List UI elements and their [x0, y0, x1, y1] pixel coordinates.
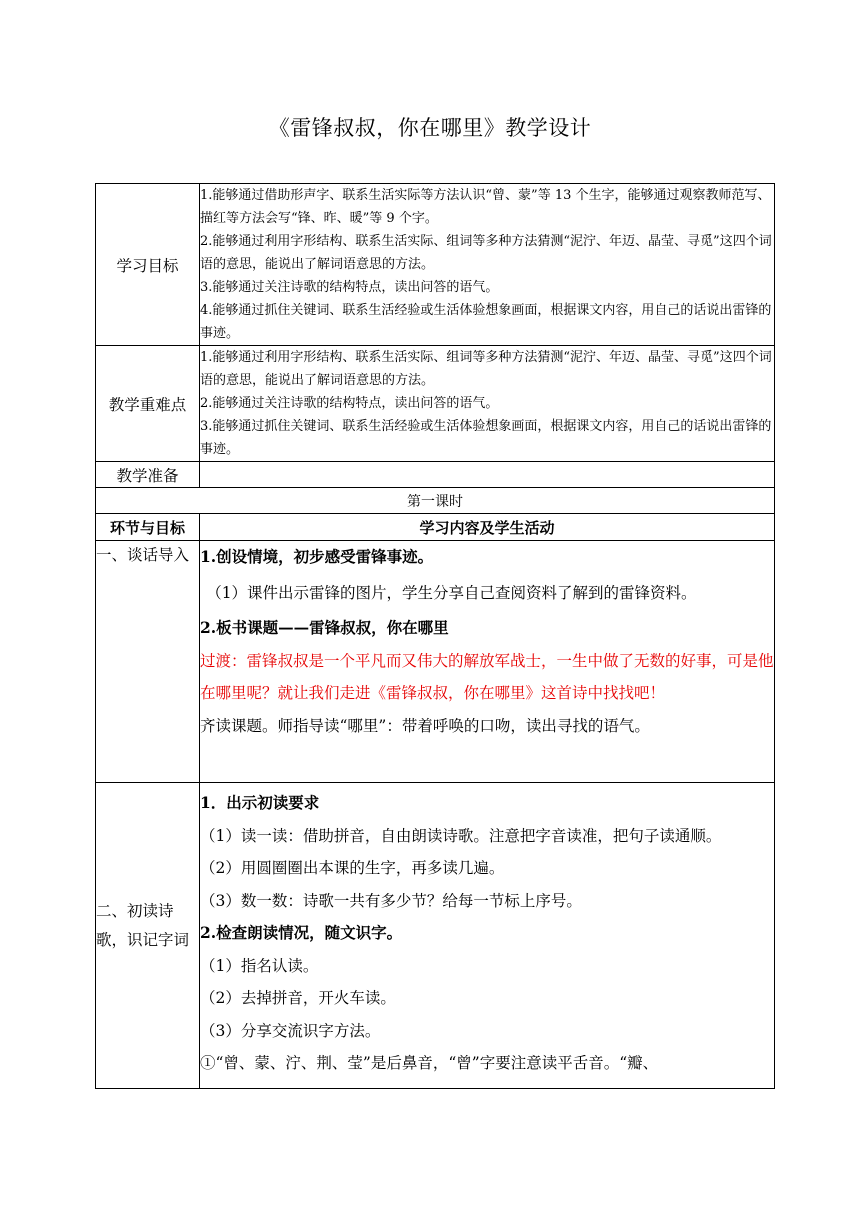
column-header-left: 环节与目标: [96, 514, 200, 541]
step1-item1: （1）课件出示雷锋的图片，学生分享自己查阅资料了解到的雷锋资料。: [206, 583, 697, 602]
step1-content: [200, 541, 775, 783]
step1-label: 一、谈话导入: [96, 541, 200, 783]
preparation-label: 教学准备: [96, 462, 200, 488]
step2-heading1: 1．出示初读要求: [200, 793, 320, 812]
preparation-value: [200, 462, 775, 488]
step2-heading2: 2.检查朗读情况，随文识字。: [200, 923, 403, 942]
objective-item: 2.能够通过利用字形结构、联系生活实际、组词等多种方法猜测“泥泞、年迈、晶莹、寻觅”这四个词语的意思，能说出了解词语意思的方法。: [200, 234, 772, 272]
preparation-row: [96, 462, 775, 488]
step2-row: [96, 783, 775, 1089]
lesson-heading: 第一课时: [96, 488, 775, 514]
page-title: 《雷锋叔叔，你在哪里》教学设计: [268, 116, 592, 140]
key-point-item: 3.能够通过抓住关键词、联系生活经验或生活体验想象画面，根据课文内容，用自己的话说出雷锋的事迹。: [200, 419, 772, 457]
step1-heading2: 2.板书课题——雷锋叔叔，你在哪里: [200, 618, 449, 637]
objectives-row: [96, 184, 775, 346]
key-point-item: 1.能够通过利用字形结构、联系生活实际、组词等多种方法猜测“泥泞、年迈、晶莹、寻觅”这四个词语的意思，能说出了解词语意思的方法。: [200, 350, 772, 388]
lesson-heading-row: [96, 488, 775, 514]
objective-item: 1.能够通过借助形声字、联系生活实际等方法认识“曾、蒙”等 13 个生字，能够通过观察教师范写、描红等方法会写“锋、昨、暖”等 9 个字。: [200, 188, 771, 226]
column-header-right: 学习内容及学生活动: [200, 514, 775, 541]
step2-item: （2）用圆圈圈出本课的生字，再多读几遍。: [200, 859, 505, 877]
key-points-label: 教学重难点: [96, 346, 200, 462]
step2-item: （2）去掉拼音，开火车读。: [200, 989, 396, 1007]
step2-content: [200, 783, 775, 1089]
lesson-plan-table: [95, 183, 775, 1089]
step1-heading1: 1.创设情境，初步感受雷锋事迹。: [200, 547, 434, 566]
objectives-label: 学习目标: [96, 184, 200, 346]
objective-item: 3.能够通过关注诗歌的结构特点，读出问答的语气。: [200, 280, 499, 295]
objective-item: 4.能够通过抓住关键词、联系生活经验或生活体验想象画面，根据课文内容，用自己的话说出雷锋的事迹。: [200, 303, 772, 341]
step1-reading: 齐读课题。师指导读“哪里”：带着呼唤的口吻，读出寻找的语气。: [200, 716, 650, 735]
step2-item: （3）数一数：诗歌一共有多少节？给每一节标上序号。: [200, 891, 582, 910]
key-points-content: [200, 346, 775, 462]
step2-item: （1）读一读：借助拼音，自由朗读诗歌。注意把字音读准，把句子读通顺。: [200, 826, 722, 845]
objectives-content: [200, 184, 775, 346]
step1-transition: 过渡：雷锋叔叔是一个平凡而又伟大的解放军战士，一生中做了无数的好事，可是他在哪里呢？就让我们走进《雷锋叔叔，你在哪里》这首诗中找找吧！: [200, 651, 774, 702]
key-point-item: 2.能够通过关注诗歌的结构特点，读出问答的语气。: [200, 396, 499, 411]
column-header-row: [96, 514, 775, 541]
step1-row: [96, 541, 775, 783]
step2-item: ①“曾、蒙、泞、荆、莹”是后鼻音，“曾”字要注意读平舌音。“瓣、: [200, 1054, 659, 1072]
step2-item: （3）分享交流识字方法。: [200, 1021, 381, 1040]
step2-item: （1）指名认读。: [200, 956, 319, 975]
key-points-row: [96, 346, 775, 462]
step2-label: 二、初读诗歌，识记字词: [96, 783, 200, 1089]
